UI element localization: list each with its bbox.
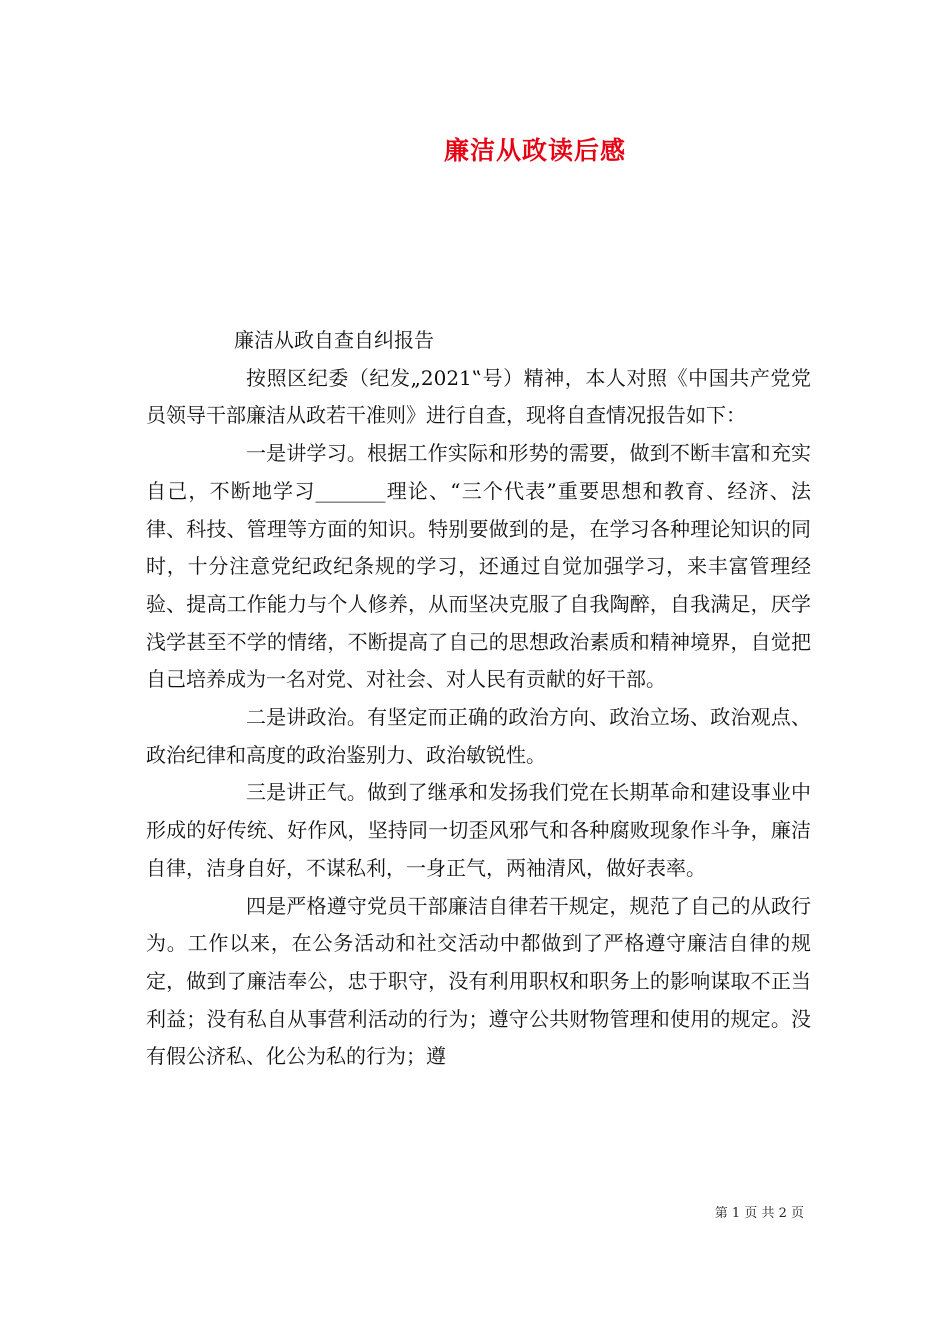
document-body: [146, 322, 811, 1076]
page-number-footer: 第 1 页 共 2 页: [714, 1206, 804, 1221]
report-subtitle: 廉洁从政自查自纠报告: [234, 328, 434, 352]
paragraph-politics: 二是讲政治。有坚定而正确的政治方向、政治立场、政治观点、政治纪律和高度的政治鉴别力、政治敏锐性。: [146, 705, 811, 767]
paragraph-self-discipline: 四是严格遵守党员干部廉洁自律若干规定，规范了自己的从政行为。工作以来，在公务活动和社交活动中都做到了严格遵守廉洁自律的规定，做到了廉洁奉公，忠于职守，没有利用职权和职务上的影响谋取不正当利益；没有私自从事营利活动的行为；遵守公共财物管理和使用的规定。没有假公济私、化公为私的行为；遵: [146, 893, 811, 1069]
paragraph-integrity: 三是讲正气。做到了继承和发扬我们党在长期革命和建设事业中形成的好传统、好作风，坚持同一切歪风邪气和各种腐败现象作斗争，廉洁自律，洁身自好，不谋私利，一身正气，两袖清风，做好表率。: [146, 780, 811, 880]
paragraph-intro: 按照区纪委（纪发„2021‟号）精神，本人对照《中国共产党党员领导干部廉洁从政若干准则》进行自查，现将自查情况报告如下：: [146, 365, 811, 428]
document-title: 廉洁从政读后感: [443, 136, 626, 165]
paragraph-study: 一是讲学习。根据工作实际和形势的需要，做到不断丰富和充实自己，不断地学习_______理论、“三个代表”重要思想和教育、经济、法律、科技、管理等方面的知识。特别要做到的是，在学习各种理论知识的同时，十分注意党纪政纪条规的学习，还通过自觉加强学习，来丰富管理经验、提高工作能力与个人修养，从而坚决克服了自我陶醉，自我满足，厌学浅学甚至不学的情绪，不断提高了自己的思想政治素质和精神境界，自觉把自己培养成为一名对党、对社会、对人民有贡献的好干部。: [146, 441, 811, 692]
